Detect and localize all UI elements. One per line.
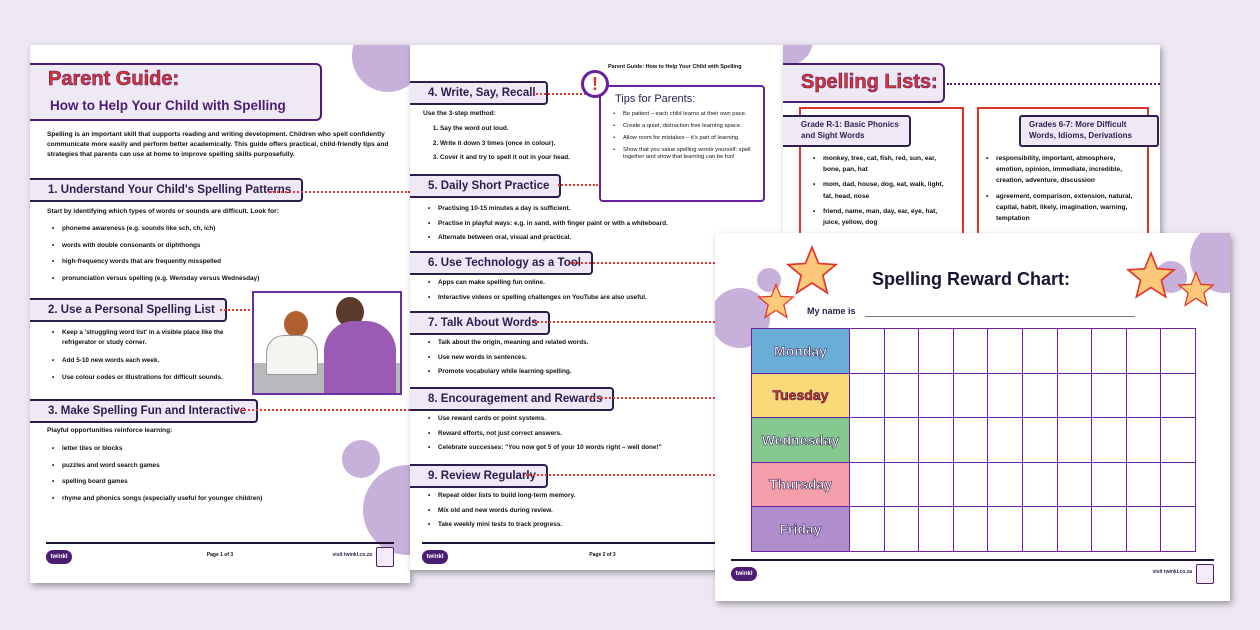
day-label: Friday xyxy=(752,507,850,552)
tip-item: • Allow room for mistakes – it's part of learning. xyxy=(613,135,758,142)
step-item: 1. Say the word out loud. xyxy=(440,125,570,133)
sticker-cell[interactable] xyxy=(953,329,988,374)
running-header: Parent Guide: How to Help Your Child with Spelling xyxy=(608,64,742,70)
section-4-lead: Use the 3-step method: xyxy=(423,110,496,117)
sticker-cell[interactable] xyxy=(919,462,954,507)
word-list-item: • friend, name, man, day, ear, eye, hat, juice, yellow, dog xyxy=(813,206,953,228)
reward-chart-page xyxy=(715,233,1230,601)
parent-child-illustration xyxy=(252,291,402,395)
section-4-heading: 4. Write, Say, Recall xyxy=(410,81,548,105)
sticker-cell[interactable] xyxy=(850,418,885,463)
word-list-item: • agreement, comparison, extension, natural, capital, habit, likely, imagination, warning, temptation xyxy=(986,191,1136,225)
day-row xyxy=(752,507,1196,552)
section-6-list xyxy=(428,279,647,308)
tips-box xyxy=(599,85,765,202)
day-row xyxy=(752,373,1196,418)
day-row xyxy=(752,418,1196,463)
day-label: Wednesday xyxy=(752,418,850,463)
sticker-cell[interactable] xyxy=(884,507,919,552)
sticker-cell[interactable] xyxy=(953,373,988,418)
section-6-heading: 6. Use Technology as a Tool xyxy=(410,251,593,275)
star-icon xyxy=(1125,251,1177,299)
section-1-list xyxy=(52,225,259,290)
section-5-list xyxy=(428,205,668,249)
title-banner xyxy=(30,63,322,121)
section-5-heading: 5. Daily Short Practice xyxy=(410,174,561,198)
sticker-cell[interactable] xyxy=(884,373,919,418)
page-1 xyxy=(30,45,410,583)
column-1-list xyxy=(813,153,953,235)
twinkl-logo: twinkl xyxy=(731,567,757,581)
sticker-cell[interactable] xyxy=(1126,418,1161,463)
reward-grid xyxy=(751,328,1196,552)
list-item: • Apps can make spelling fun online. xyxy=(428,279,647,287)
chart-title: Spelling Reward Chart: xyxy=(872,269,1071,289)
sticker-cell[interactable] xyxy=(1126,329,1161,374)
sticker-cell[interactable] xyxy=(1092,418,1127,463)
star-icon xyxy=(757,283,795,319)
sticker-cell[interactable] xyxy=(1057,462,1092,507)
list-item: • spelling board games xyxy=(52,478,262,486)
list-item: • Reward efforts, not just correct answers. xyxy=(428,430,662,438)
sticker-cell[interactable] xyxy=(953,418,988,463)
sticker-cell[interactable] xyxy=(1161,418,1196,463)
word-list-item: • responsibility, important, atmosphere, emotion, opinion, immediate, incredible, creation, adventure, discussion xyxy=(986,153,1136,187)
list-item: • Take weekly mini tests to track progress. xyxy=(428,521,575,529)
decor-circle xyxy=(342,440,380,478)
sticker-cell[interactable] xyxy=(1126,462,1161,507)
day-label: Thursday xyxy=(752,462,850,507)
list-item: • Celebrate successes: "You now got 5 of your 10 words right – well done!" xyxy=(428,444,662,452)
list-item: • letter tiles or blocks xyxy=(52,445,262,453)
list-item: • Use colour codes or illustrations for difficult sounds. xyxy=(52,373,237,383)
day-label: Monday xyxy=(752,329,850,374)
sticker-cell[interactable] xyxy=(1022,418,1057,463)
page-title: Parent Guide: xyxy=(48,68,180,90)
day-label: Tuesday xyxy=(752,373,850,418)
section-9-heading: 9. Review Regularly xyxy=(410,464,548,488)
sticker-cell[interactable] xyxy=(1057,418,1092,463)
day-row xyxy=(752,329,1196,374)
sticker-cell[interactable] xyxy=(884,418,919,463)
page-3 xyxy=(783,45,1160,245)
section-2-list xyxy=(52,328,237,390)
sticker-cell[interactable] xyxy=(1057,507,1092,552)
step-item: 3. Cover it and try to spell it out in your head. xyxy=(440,154,570,162)
section-1-heading: 1. Understand Your Child's Spelling Patterns xyxy=(30,178,303,202)
sticker-cell[interactable] xyxy=(1126,373,1161,418)
website-link[interactable]: visit twinkl.co.za xyxy=(332,552,372,558)
sticker-cell[interactable] xyxy=(850,507,885,552)
sticker-cell[interactable] xyxy=(1022,329,1057,374)
sticker-cell[interactable] xyxy=(988,329,1023,374)
twinkl-logo: twinkl xyxy=(422,550,448,564)
list-item: • Use reward cards or point systems. xyxy=(428,415,662,423)
list-item: • Practising 10-15 minutes a day is sufficient. xyxy=(428,205,668,213)
list-item: • phoneme awareness (e.g. sounds like sch, ch, ich) xyxy=(52,225,259,233)
star-icon xyxy=(1177,271,1215,307)
tip-item: • Be patient – each child learns at their own pace. xyxy=(613,111,758,118)
section-9-list xyxy=(428,492,575,536)
sticker-cell[interactable] xyxy=(988,462,1023,507)
page-subtitle: How to Help Your Child with Spelling xyxy=(50,98,286,113)
section-8-list xyxy=(428,415,662,459)
list-item: • Talk about the origin, meaning and related words. xyxy=(428,339,588,347)
sticker-cell[interactable] xyxy=(850,373,885,418)
section-3-lead: Playful opportunities reinforce learning: xyxy=(47,427,173,434)
sticker-cell[interactable] xyxy=(919,329,954,374)
sticker-cell[interactable] xyxy=(1161,462,1196,507)
sticker-cell[interactable] xyxy=(1161,329,1196,374)
section-7-heading: 7. Talk About Words xyxy=(410,311,550,335)
section-7-list xyxy=(428,339,588,383)
list-item: • Repeat older lists to build long-term memory. xyxy=(428,492,575,500)
word-list-item: • mom, dad, house, dog, eat, walk, light, fat, head, nose xyxy=(813,179,953,201)
alert-icon: ! xyxy=(581,70,609,98)
list-item: • Mix old and new words during review. xyxy=(428,507,575,515)
sticker-cell[interactable] xyxy=(988,373,1023,418)
sticker-cell[interactable] xyxy=(884,462,919,507)
intro-text: Spelling is an important skill that supports reading and writing development. Children who spell confidently communicate more easily and perform better academically. This guide offers practical, child-friendly tips and strategies that parents can use at home to improve spelling skills purposefully. xyxy=(47,131,389,159)
sticker-cell[interactable] xyxy=(1057,329,1092,374)
day-row xyxy=(752,462,1196,507)
page-footer xyxy=(731,559,1214,589)
page-title: Spelling Lists: xyxy=(801,71,938,93)
list-item: • words with double consonants or diphthongs xyxy=(52,242,259,250)
sticker-cell[interactable] xyxy=(1161,373,1196,418)
list-item: • high-frequency words that are frequently misspelled xyxy=(52,258,259,266)
tip-item: • Create a quiet, distraction free learning space. xyxy=(613,123,758,130)
website-link[interactable]: visit twinkl.co.za xyxy=(1152,569,1192,575)
sticker-cell[interactable] xyxy=(1022,462,1057,507)
list-item: • Practise in playful ways: e.g. in sand, with finger paint or with a whiteboard. xyxy=(428,220,668,228)
column-1-heading: Grade R-1: Basic Phonics and Sight Words xyxy=(783,115,911,147)
sticker-cell[interactable] xyxy=(1022,507,1057,552)
tips-list xyxy=(613,111,758,168)
sticker-cell[interactable] xyxy=(850,329,885,374)
twinkl-logo: twinkl xyxy=(46,550,72,564)
sticker-cell[interactable] xyxy=(988,507,1023,552)
sticker-cell[interactable] xyxy=(1092,507,1127,552)
name-field[interactable] xyxy=(865,316,1135,317)
section-3-list xyxy=(52,445,262,510)
sticker-cell[interactable] xyxy=(919,418,954,463)
sticker-cell[interactable] xyxy=(919,373,954,418)
word-list-item: • monkey, tree, cat, fish, red, sun, ear, bone, pan, hat xyxy=(813,153,953,175)
list-item: • Alternate between oral, visual and practical. xyxy=(428,234,668,242)
sticker-cell[interactable] xyxy=(919,507,954,552)
section-1-lead: Start by identifying which types of words or sounds are difficult. Look for: xyxy=(47,208,279,215)
sticker-cell[interactable] xyxy=(1126,507,1161,552)
list-item: • Interactive videos or spelling challenges on YouTube are also useful. xyxy=(428,294,647,302)
quality-badge-icon xyxy=(376,547,394,567)
page-footer xyxy=(46,542,394,572)
list-item: • Promote vocabulary while learning spelling. xyxy=(428,368,588,376)
step-item: 2. Write it down 3 times (once in colour). xyxy=(440,140,570,148)
sticker-cell[interactable] xyxy=(1022,373,1057,418)
page-number: Page 2 of 3 xyxy=(589,552,616,558)
title-banner xyxy=(783,63,945,103)
column-2-heading: Grades 6-7: More Difficult Words, Idioms, Derivations xyxy=(1019,115,1159,147)
column-2-list xyxy=(986,153,1136,231)
sticker-cell[interactable] xyxy=(1092,329,1127,374)
sticker-cell[interactable] xyxy=(953,462,988,507)
sticker-cell[interactable] xyxy=(953,507,988,552)
list-item: • Add 5-10 new words each week. xyxy=(52,356,237,366)
tips-title: Tips for Parents: xyxy=(615,93,696,105)
sticker-cell[interactable] xyxy=(884,329,919,374)
list-item: • Keep a 'struggling word list' in a visible place like the refrigerator or study corner. xyxy=(52,328,237,349)
sticker-cell[interactable] xyxy=(1092,462,1127,507)
page-number: Page 1 of 3 xyxy=(206,552,234,558)
section-3-heading: 3. Make Spelling Fun and Interactive xyxy=(30,399,258,423)
tip-item: • Show that you value spelling words yourself: spell together and show that learning can be fun! xyxy=(613,147,758,161)
list-item: • rhyme and phonics songs (especially useful for younger children) xyxy=(52,495,262,503)
name-label: My name is xyxy=(807,306,856,316)
section-8-heading: 8. Encouragement and Rewards xyxy=(410,387,614,411)
sticker-cell[interactable] xyxy=(850,462,885,507)
list-item: • Use new words in sentences. xyxy=(428,354,588,362)
sticker-cell[interactable] xyxy=(988,418,1023,463)
sticker-cell[interactable] xyxy=(1092,373,1127,418)
sticker-cell[interactable] xyxy=(1161,507,1196,552)
quality-badge-icon xyxy=(1196,564,1214,584)
list-item: • puzzles and word search games xyxy=(52,462,262,470)
sticker-cell[interactable] xyxy=(1057,373,1092,418)
list-item: • pronunciation versus spelling (e.g. Wensday versus Wednesday) xyxy=(52,275,259,283)
section-2-heading: 2. Use a Personal Spelling List xyxy=(30,298,227,322)
decor-circle xyxy=(783,45,813,65)
decor-circle xyxy=(352,45,410,92)
section-4-steps xyxy=(440,125,570,162)
